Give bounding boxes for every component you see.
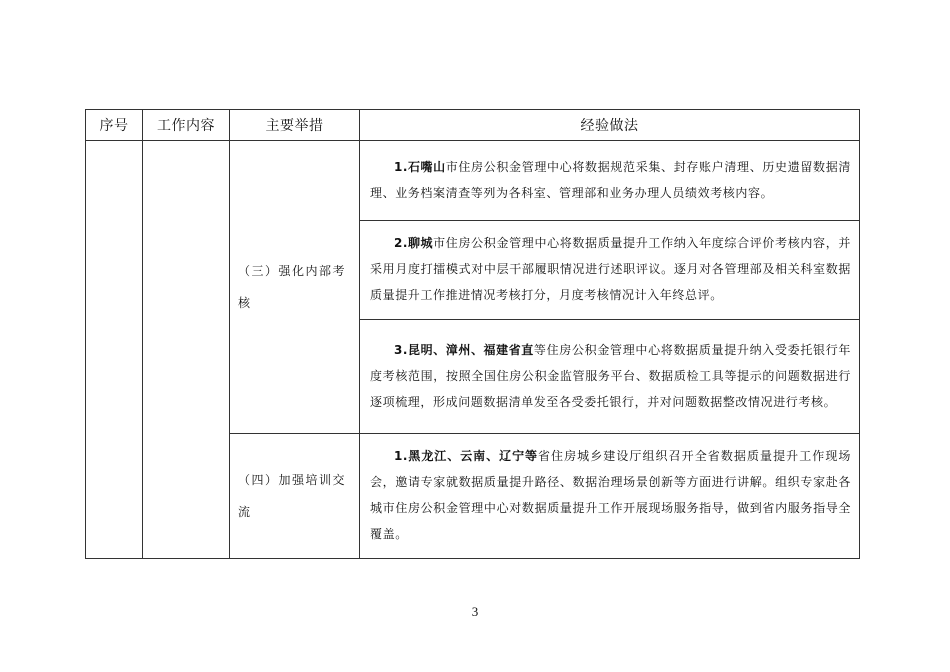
practice-item	[360, 434, 860, 559]
experience-table	[85, 109, 860, 559]
practice-highlight: 黑龙江、云南、辽宁等	[407, 449, 538, 463]
measure-training-exchange: （四）加强培训交流	[230, 434, 360, 559]
header-work-content: 工作内容	[143, 110, 230, 141]
practice-text: 市住房公积金管理中心将数据规范采集、封存账户清理、历史遗留数据清理、业务档案清查等列为各科室、管理部和业务办理人员绩效考核内容。	[370, 159, 851, 200]
practice-text: 省住房城乡建设厅组织召开全省数据质量提升工作现场会，邀请专家就数据质量提升路径、数据治理场景创新等方面进行讲解。组织专家赴各城市住房公积金管理中心对数据质量提升工作开展现场服务指导，做到省内服务指导全覆盖。	[370, 449, 851, 541]
work-content-cell	[143, 141, 230, 559]
table-header-row	[86, 110, 860, 141]
serial-number-cell	[86, 141, 143, 559]
header-main-measures: 主要举措	[230, 110, 360, 141]
practice-item	[360, 141, 860, 221]
table-row	[86, 141, 860, 221]
practice-highlight: 石嘴山	[407, 159, 446, 174]
practice-number: 1.	[394, 159, 408, 174]
header-serial-number: 序号	[86, 110, 143, 141]
practice-text: 市住房公积金管理中心将数据质量提升工作纳入年度综合评价考核内容，并采用月度打擂模式对中层干部履职情况进行述职评议。逐月对各管理部及相关科室数据质量提升工作推进情况考核打分，月度考核情况计入年终总评。	[370, 236, 851, 302]
measure-internal-assessment: （三）强化内部考核	[230, 141, 360, 434]
practice-text: 等住房公积金管理中心将数据质量提升纳入受委托银行年度考核范围，按照全国住房公积金监管服务平台、数据质检工具等提示的问题数据进行逐项梳理，形成问题数据清单发至各受委托银行，并对问题数据整改情况进行考核。	[370, 342, 851, 409]
practice-highlight: 聊城	[407, 236, 434, 250]
practice-item	[360, 320, 860, 434]
practice-number: 2.	[394, 236, 408, 250]
practice-item	[360, 221, 860, 320]
page-number: 3	[471, 604, 479, 619]
practice-number: 1.	[394, 449, 408, 463]
header-experience-practice: 经验做法	[360, 110, 860, 141]
practice-highlight: 昆明、漳州、福建省直	[407, 342, 534, 357]
practice-number: 3.	[394, 342, 408, 357]
